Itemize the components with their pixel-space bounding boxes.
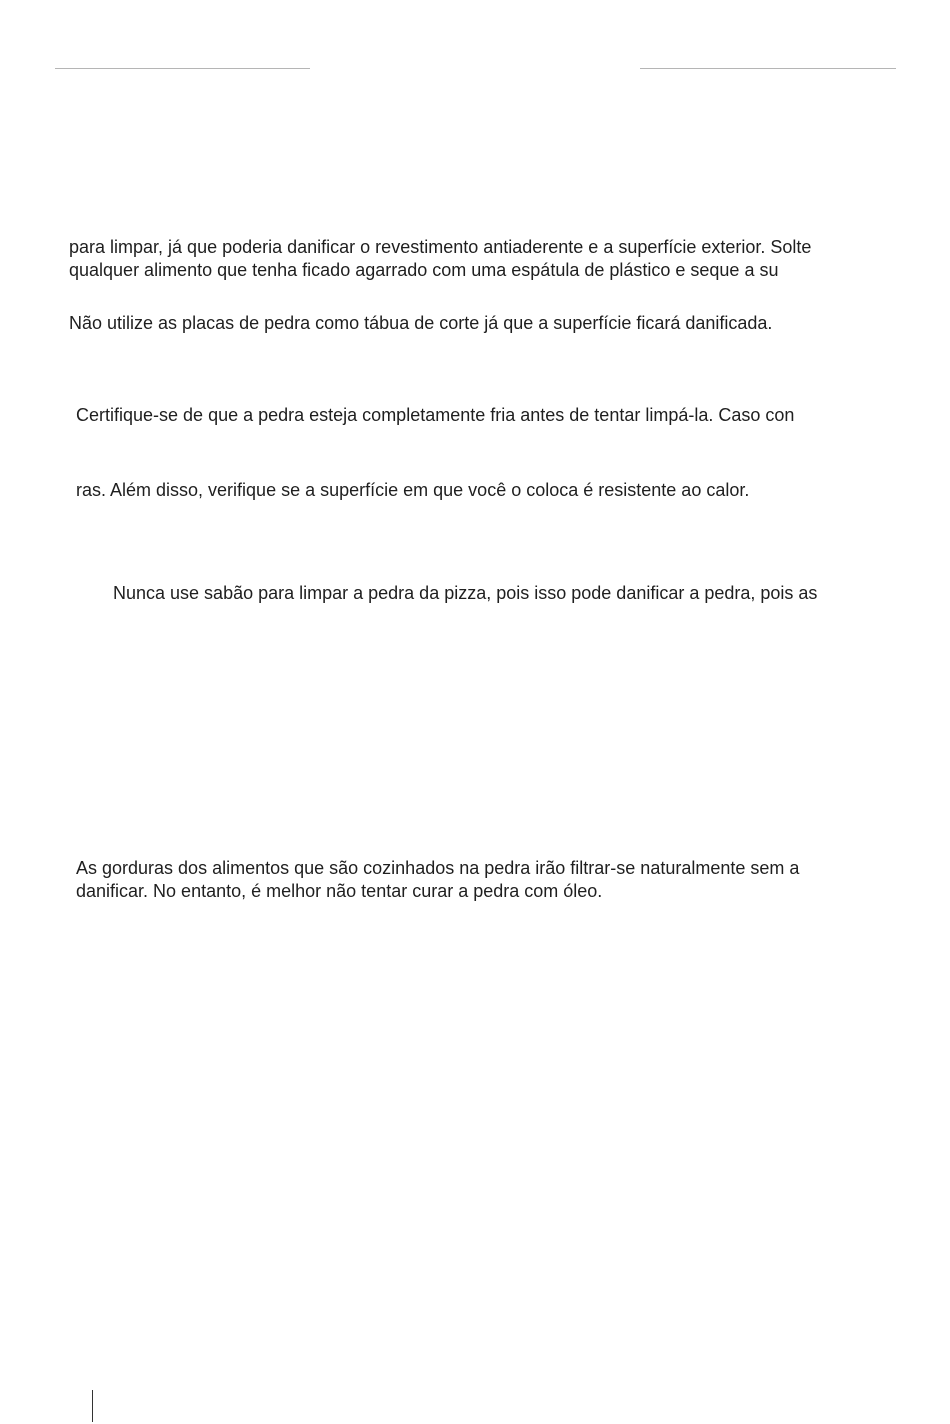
header-rule-left (55, 68, 310, 69)
paragraph-2: Não utilize as placas de pedra como tábua de corte já que a superfície ficará danificada. (69, 313, 773, 333)
paragraph-6-line-1: As gorduras dos alimentos que são cozinhados na pedra irão filtrar-se naturalmente sem a (76, 858, 800, 878)
paragraph-3: Certifique-se de que a pedra esteja completamente fria antes de tentar limpá-la. Caso con (76, 405, 795, 425)
paragraph-1-line-1: para limpar, já que poderia danificar o revestimento antiaderente e a superfície exterior. Solte (69, 237, 812, 257)
footer-vertical-rule (92, 1390, 93, 1422)
paragraph-1-line-2: qualquer alimento que tenha ficado agarrado com uma espátula de plástico e seque a su (69, 260, 779, 280)
paragraph-5: Nunca use sabão para limpar a pedra da pizza, pois isso pode danificar a pedra, pois as (113, 583, 818, 603)
paragraph-4: ras. Além disso, verifique se a superfície em que você o coloca é resistente ao calor. (76, 480, 750, 500)
paragraph-6-line-2: danificar. No entanto, é melhor não tentar curar a pedra com óleo. (76, 881, 603, 901)
header-rule-right (640, 68, 896, 69)
